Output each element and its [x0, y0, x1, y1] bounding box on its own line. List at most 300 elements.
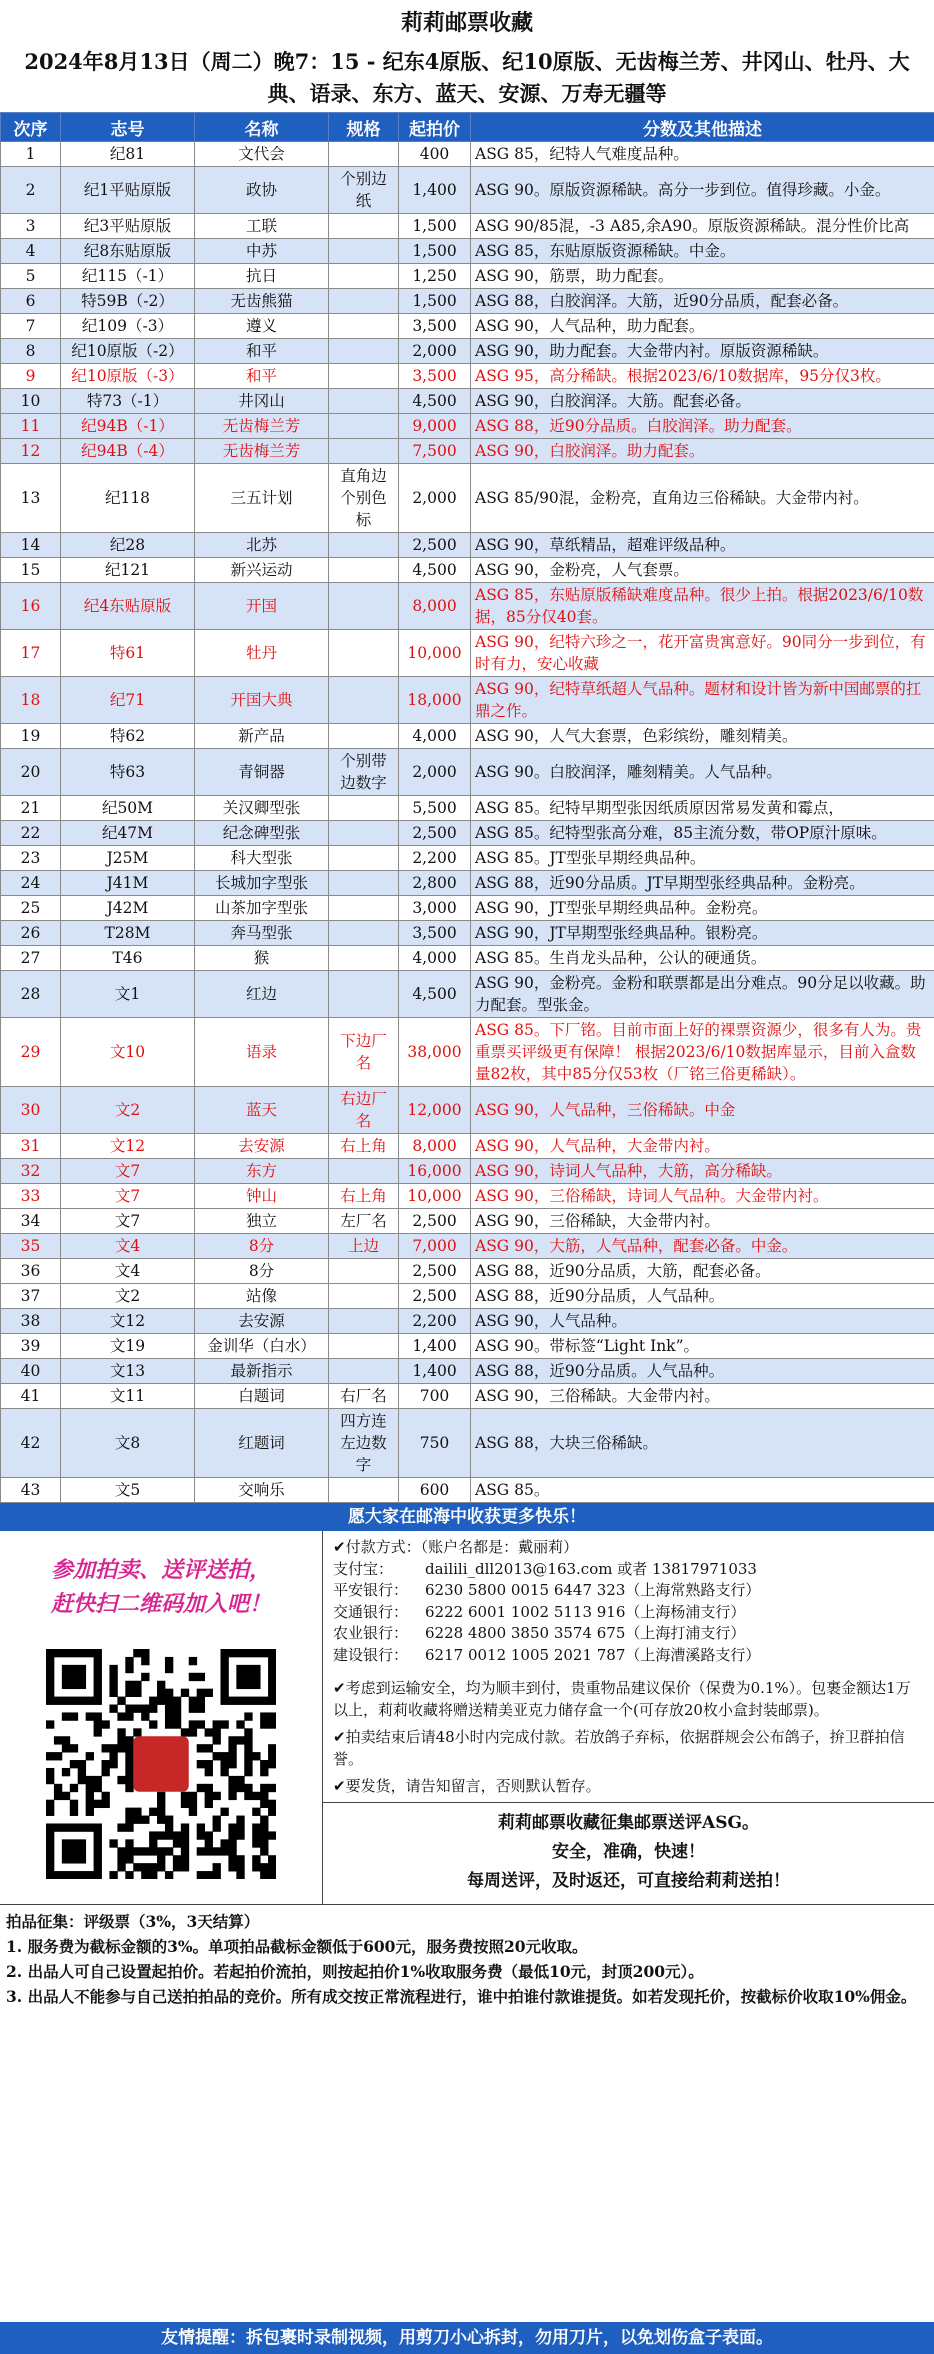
stamp-spec	[329, 896, 399, 921]
stamp-code: 文10	[61, 1018, 195, 1087]
table-row	[1, 1478, 934, 1503]
stamp-code: 纪50M	[61, 796, 195, 821]
stamp-code: 文7	[61, 1184, 195, 1209]
start-price: 2,200	[399, 846, 471, 871]
lot-description: ASG 90，金粉亮。金粉和联票都是出分难点。90分足以收藏。助力配套。型张金。	[471, 971, 934, 1018]
lot-number: 9	[1, 364, 61, 389]
payment-value: dailili_dll2013@163.com 或者 13817971033	[425, 1559, 757, 1578]
stamp-code: 文12	[61, 1309, 195, 1334]
stamp-name: 8分	[195, 1234, 329, 1259]
payment-label: 农业银行：	[333, 1624, 409, 1642]
stamp-spec	[329, 1284, 399, 1309]
lot-number: 16	[1, 583, 61, 630]
lot-description: ASG 88，近90分品质。人气品种。	[471, 1359, 934, 1384]
stamp-name: 东方	[195, 1159, 329, 1184]
start-price: 1,500	[399, 239, 471, 264]
lot-number: 23	[1, 846, 61, 871]
stamp-spec	[329, 533, 399, 558]
start-price: 10,000	[399, 1184, 471, 1209]
stamp-name: 抗日	[195, 264, 329, 289]
stamp-spec	[329, 239, 399, 264]
lot-number: 6	[1, 289, 61, 314]
payment-value: 6217 0012 1005 2021 787（上海漕溪路支行）	[425, 1645, 761, 1664]
stamp-code: 文8	[61, 1409, 195, 1478]
start-price: 1,250	[399, 264, 471, 289]
stamp-spec	[329, 414, 399, 439]
stamp-spec	[329, 846, 399, 871]
stamp-code: 纪115（-1）	[61, 264, 195, 289]
stamp-name: 猴	[195, 946, 329, 971]
lot-number: 31	[1, 1134, 61, 1159]
table-row	[1, 1134, 934, 1159]
lot-description: ASG 95，高分稀缺。根据2023/6/10数据库，95分仅3枚。	[471, 364, 934, 389]
stamp-spec	[329, 289, 399, 314]
table-row	[1, 439, 934, 464]
payment-row	[333, 1602, 924, 1624]
stamp-spec	[329, 871, 399, 896]
lot-number: 33	[1, 1184, 61, 1209]
start-price: 4,500	[399, 971, 471, 1018]
stamp-code: 文7	[61, 1159, 195, 1184]
table-row	[1, 946, 934, 971]
lot-description: ASG 88，近90分品质。白胶润泽。助力配套。	[471, 414, 934, 439]
start-price: 3,500	[399, 314, 471, 339]
lot-number: 8	[1, 339, 61, 364]
lot-number: 19	[1, 724, 61, 749]
start-price: 3,000	[399, 896, 471, 921]
start-price: 4,000	[399, 946, 471, 971]
stamp-spec	[329, 1478, 399, 1503]
lot-number: 4	[1, 239, 61, 264]
stamp-code: T46	[61, 946, 195, 971]
stamp-spec	[329, 558, 399, 583]
lot-description: ASG 88，大块三俗稀缺。	[471, 1409, 934, 1478]
table-row	[1, 289, 934, 314]
col-header-spec: 规格	[329, 113, 399, 142]
table-row	[1, 464, 934, 533]
stamp-code: 纪10原版（-2）	[61, 339, 195, 364]
lot-number: 34	[1, 1209, 61, 1234]
stamp-name: 政协	[195, 167, 329, 214]
promo-line-1: 参加拍卖、送评送拍，	[50, 1557, 271, 1583]
lot-description: ASG 90/85混，-3 A85,余A90。原版资源稀缺。混分性价比高	[471, 214, 934, 239]
lot-number: 21	[1, 796, 61, 821]
stamp-spec: 上边	[329, 1234, 399, 1259]
stamp-name: 工联	[195, 214, 329, 239]
table-row	[1, 1409, 934, 1478]
table-row	[1, 1309, 934, 1334]
payment-row	[333, 1623, 924, 1645]
lot-description: ASG 88，近90分品质，人气品种。	[471, 1284, 934, 1309]
stamp-name: 文代会	[195, 142, 329, 167]
start-price: 5,500	[399, 796, 471, 821]
table-row	[1, 896, 934, 921]
lot-description: ASG 90，筋票，助力配套。	[471, 264, 934, 289]
stamp-code: 文2	[61, 1087, 195, 1134]
lot-number: 22	[1, 821, 61, 846]
start-price: 7,500	[399, 439, 471, 464]
stamp-name: 钟山	[195, 1184, 329, 1209]
lot-number: 15	[1, 558, 61, 583]
start-price: 8,000	[399, 583, 471, 630]
stamp-spec	[329, 1159, 399, 1184]
lot-number: 2	[1, 167, 61, 214]
start-price: 1,400	[399, 1359, 471, 1384]
table-row	[1, 1184, 934, 1209]
page-title: 莉莉邮票收藏	[400, 10, 533, 36]
stamp-spec	[329, 364, 399, 389]
start-price: 2,500	[399, 533, 471, 558]
start-price: 2,000	[399, 464, 471, 533]
lot-number: 11	[1, 414, 61, 439]
stamp-spec: 左厂名	[329, 1209, 399, 1234]
stamp-name: 关汉卿型张	[195, 796, 329, 821]
stamp-spec	[329, 314, 399, 339]
lot-description: ASG 90，人气大套票，色彩缤纷，雕刻精美。	[471, 724, 934, 749]
bottom-banner: 友情提醒：拆包裹时录制视频，用剪刀小心拆封，勿用刀片，以免划伤盒子表面。	[0, 2322, 934, 2354]
table-header-row	[1, 113, 934, 142]
start-price: 3,500	[399, 364, 471, 389]
lot-description: ASG 90，白胶润泽。大筋。配套必备。	[471, 389, 934, 414]
stamp-name: 和平	[195, 364, 329, 389]
stamp-code: 特61	[61, 630, 195, 677]
payment-row	[333, 1645, 924, 1667]
start-price: 400	[399, 142, 471, 167]
stamp-spec	[329, 1309, 399, 1334]
payment-label: 交通银行：	[333, 1602, 409, 1621]
stamp-spec	[329, 389, 399, 414]
lot-number: 28	[1, 971, 61, 1018]
stamp-name: 三五计划	[195, 464, 329, 533]
payment-row	[333, 1580, 924, 1602]
lot-description: ASG 88，近90分品质。JT早期型张经典品种。金粉亮。	[471, 871, 934, 896]
lot-number: 14	[1, 533, 61, 558]
start-price: 2,000	[399, 339, 471, 364]
lot-description: ASG 90，人气品种，助力配套。	[471, 314, 934, 339]
stamp-code: 文19	[61, 1334, 195, 1359]
stamp-code: 纪10原版（-3）	[61, 364, 195, 389]
stamp-spec	[329, 796, 399, 821]
start-price: 38,000	[399, 1018, 471, 1087]
sign-line-2: 安全，准确，快速！	[552, 1841, 705, 1862]
stamp-name: 遵义	[195, 314, 329, 339]
lot-number: 36	[1, 1259, 61, 1284]
lot-number: 40	[1, 1359, 61, 1384]
start-price: 9,000	[399, 414, 471, 439]
table-row	[1, 142, 934, 167]
start-price: 1,500	[399, 214, 471, 239]
lot-description: ASG 90，人气品种。	[471, 1309, 934, 1334]
col-header-price: 起拍价	[399, 113, 471, 142]
stamp-spec: 个别边纸	[329, 167, 399, 214]
table-row	[1, 339, 934, 364]
table-row	[1, 583, 934, 630]
stamp-name: 北苏	[195, 533, 329, 558]
start-price: 12,000	[399, 1087, 471, 1134]
start-price: 10,000	[399, 630, 471, 677]
stamp-code: 纪118	[61, 464, 195, 533]
stamp-code: 特73（-1）	[61, 389, 195, 414]
lot-number: 10	[1, 389, 61, 414]
stamp-spec	[329, 142, 399, 167]
mid-banner: 愿大家在邮海中收获更多快乐！	[0, 1503, 934, 1531]
lot-number: 26	[1, 921, 61, 946]
lot-description: ASG 85/90混，金粉亮，直角边三俗稀缺。大金带内衬。	[471, 464, 934, 533]
stamp-name: 长城加字型张	[195, 871, 329, 896]
table-row	[1, 1234, 934, 1259]
qr-code-image[interactable]	[46, 1649, 276, 1879]
stamp-code: J42M	[61, 896, 195, 921]
table-row	[1, 1018, 934, 1087]
stamp-name: 白题词	[195, 1384, 329, 1409]
start-price: 4,000	[399, 724, 471, 749]
lot-description: ASG 88，白胶润泽。大筋，近90分品质，配套必备。	[471, 289, 934, 314]
stamp-spec	[329, 583, 399, 630]
rule-line: 3. 出品人不能参与自己送拍拍品的竞价。所有成交按正常流程进行，谁中拍谁付款谁提货。如若发现托价，按截标价收取10%佣金。	[6, 1986, 917, 2006]
lot-description: ASG 90，三俗稀缺，大金带内衬。	[471, 1209, 934, 1234]
lot-number: 43	[1, 1478, 61, 1503]
stamp-spec	[329, 946, 399, 971]
lot-description: ASG 90，JT早期型张经典品种。银粉亮。	[471, 921, 934, 946]
stamp-name: 中苏	[195, 239, 329, 264]
table-row	[1, 1384, 934, 1409]
stamp-name: 新兴运动	[195, 558, 329, 583]
stamp-spec	[329, 214, 399, 239]
shipping-notes	[323, 1678, 934, 1802]
rule-line: 1. 服务费为截标金额的3%。单项拍品截标金额低于600元，服务费按照20元收取。	[6, 1936, 588, 1956]
stamp-name: 山茶加字型张	[195, 896, 329, 921]
table-row	[1, 1284, 934, 1309]
stamp-spec: 四方连左边数字	[329, 1409, 399, 1478]
col-header-order: 次序	[1, 113, 61, 142]
table-row	[1, 264, 934, 289]
stamp-spec	[329, 724, 399, 749]
stamp-code: 纪71	[61, 677, 195, 724]
lot-number: 41	[1, 1384, 61, 1409]
note-payment-deadline: ✔拍卖结束后请48小时内完成付款。若放鸽子弃标，依据群规会公布鸽子，拚卫群拍信誉。	[333, 1728, 905, 1768]
lot-description: ASG 90，JT型张早期经典品种。金粉亮。	[471, 896, 934, 921]
lot-description: ASG 90，大筋，人气品种，配套必备。中金。	[471, 1234, 934, 1259]
table-row	[1, 533, 934, 558]
table-row	[1, 846, 934, 871]
lot-description: ASG 85，东贴原版资源稀缺。中金。	[471, 239, 934, 264]
start-price: 700	[399, 1384, 471, 1409]
stamp-name: 蓝天	[195, 1087, 329, 1134]
stamp-name: 开国	[195, 583, 329, 630]
table-row	[1, 630, 934, 677]
start-price: 16,000	[399, 1159, 471, 1184]
stamp-spec	[329, 921, 399, 946]
payment-label: 支付宝：	[333, 1559, 394, 1578]
start-price: 2,500	[399, 1284, 471, 1309]
start-price: 7,000	[399, 1234, 471, 1259]
stamp-code: 纪4东贴原版	[61, 583, 195, 630]
payment-value: 6222 6001 1002 5113 916（上海杨浦支行）	[425, 1602, 746, 1621]
lot-description: ASG 90，三俗稀缺。大金带内衬。	[471, 1384, 934, 1409]
start-price: 1,500	[399, 289, 471, 314]
payment-methods	[323, 1531, 934, 1672]
start-price: 18,000	[399, 677, 471, 724]
lot-number: 37	[1, 1284, 61, 1309]
stamp-code: 纪81	[61, 142, 195, 167]
lot-number: 30	[1, 1087, 61, 1134]
lot-description: ASG 85。纪特型张高分难，85主流分数，带OP原汁原味。	[471, 821, 934, 846]
stamp-name: 无齿梅兰芳	[195, 414, 329, 439]
stamp-spec: 右厂名	[329, 1384, 399, 1409]
lot-number: 5	[1, 264, 61, 289]
stamp-name: 独立	[195, 1209, 329, 1234]
table-row	[1, 414, 934, 439]
col-header-code: 志号	[61, 113, 195, 142]
start-price: 8,000	[399, 1134, 471, 1159]
table-row	[1, 558, 934, 583]
lot-number: 29	[1, 1018, 61, 1087]
info-section	[0, 1531, 934, 1905]
stamp-name: 无齿熊猫	[195, 289, 329, 314]
lot-description: ASG 90，三俗稀缺，诗词人气品种。大金带内衬。	[471, 1184, 934, 1209]
stamp-spec: 右上角	[329, 1184, 399, 1209]
stamp-code: 文2	[61, 1284, 195, 1309]
stamp-code: 纪28	[61, 533, 195, 558]
stamp-spec: 直角边个别色标	[329, 464, 399, 533]
stamp-name: 去安源	[195, 1309, 329, 1334]
stamp-name: 新产品	[195, 724, 329, 749]
start-price: 3,500	[399, 921, 471, 946]
col-header-name: 名称	[195, 113, 329, 142]
stamp-name: 青铜器	[195, 749, 329, 796]
lot-description: ASG 85。纪特早期型张因纸质原因常易发黄和霉点，	[471, 796, 934, 821]
stamp-code: J25M	[61, 846, 195, 871]
lot-description: ASG 90，人气品种，三俗稀缺。中金	[471, 1087, 934, 1134]
stamp-code: 文4	[61, 1259, 195, 1284]
col-header-desc: 分数及其他描述	[471, 113, 934, 142]
start-price: 1,400	[399, 1334, 471, 1359]
stamp-code: 文13	[61, 1359, 195, 1384]
stamp-spec: 下边厂名	[329, 1018, 399, 1087]
lot-number: 24	[1, 871, 61, 896]
stamp-name: 语录	[195, 1018, 329, 1087]
lot-number: 42	[1, 1409, 61, 1478]
start-price: 2,200	[399, 1309, 471, 1334]
stamp-code: 纪121	[61, 558, 195, 583]
promo-text	[0, 1553, 322, 1621]
lot-description: ASG 85。生肖龙头品种，公认的硬通货。	[471, 946, 934, 971]
sign-line-3: 每周送评，及时返还，可直接给莉莉送拍！	[467, 1870, 790, 1891]
qr-code-svg	[46, 1649, 276, 1879]
start-price: 2,800	[399, 871, 471, 896]
note-delivery: ✔要发货，请告知留言，否则默认暂存。	[333, 1777, 601, 1795]
stamp-name: 无齿梅兰芳	[195, 439, 329, 464]
lot-description: ASG 90，诗词人气品种，大筋，高分稀缺。	[471, 1159, 934, 1184]
stamp-name: 科大型张	[195, 846, 329, 871]
payment-column	[323, 1531, 934, 1904]
lots-table	[0, 112, 934, 1503]
stamp-spec	[329, 439, 399, 464]
stamp-code: 文4	[61, 1234, 195, 1259]
payment-value: 6230 5800 0015 6447 323（上海常熟路支行）	[425, 1581, 761, 1599]
lot-description: ASG 90，助力配套。大金带内衬。原版资源稀缺。	[471, 339, 934, 364]
stamp-code: 文7	[61, 1209, 195, 1234]
payment-label: 平安银行：	[333, 1581, 409, 1599]
lot-number: 7	[1, 314, 61, 339]
payment-header: ✔付款方式：（账户名都是：戴丽莉）	[333, 1538, 579, 1556]
stamp-code: 纪47M	[61, 821, 195, 846]
start-price: 4,500	[399, 558, 471, 583]
stamp-code: 特63	[61, 749, 195, 796]
lot-description: ASG 90。白胶润泽，雕刻精美。人气品种。	[471, 749, 934, 796]
stamp-name: 红题词	[195, 1409, 329, 1478]
stamp-code: 纪3平贴原版	[61, 214, 195, 239]
stamp-code: J41M	[61, 871, 195, 896]
table-row	[1, 167, 934, 214]
stamp-name: 井冈山	[195, 389, 329, 414]
stamp-spec	[329, 1259, 399, 1284]
start-price: 750	[399, 1409, 471, 1478]
stamp-code: 文11	[61, 1384, 195, 1409]
lot-number: 35	[1, 1234, 61, 1259]
lot-number: 3	[1, 214, 61, 239]
stamp-code: T28M	[61, 921, 195, 946]
payment-value: 6228 4800 3850 3574 675（上海打浦支行）	[425, 1624, 746, 1642]
note-shipping: ✔考虑到运输安全，均为顺丰到付，贵重物品建议保价（保费为0.1%）。包裹金额达1万以上，莉莉收藏将赠送精美亚克力储存盒一个(可存放20枚小盒封装邮票)。	[333, 1679, 911, 1719]
lot-number: 25	[1, 896, 61, 921]
stamp-code: 特59B（-2）	[61, 289, 195, 314]
table-row	[1, 871, 934, 896]
lot-number: 38	[1, 1309, 61, 1334]
stamp-name: 牡丹	[195, 630, 329, 677]
stamp-name: 红边	[195, 971, 329, 1018]
payment-label: 建设银行：	[333, 1645, 409, 1664]
start-price: 600	[399, 1478, 471, 1503]
stamp-spec	[329, 677, 399, 724]
stamp-spec	[329, 1334, 399, 1359]
stamp-code: 纪94B（-4）	[61, 439, 195, 464]
stamp-name: 奔马型张	[195, 921, 329, 946]
table-row	[1, 389, 934, 414]
table-row	[1, 1209, 934, 1234]
consignment-rules	[0, 1905, 934, 2013]
table-row	[1, 921, 934, 946]
table-row	[1, 1359, 934, 1384]
stamp-code: 纪8东贴原版	[61, 239, 195, 264]
stamp-code: 纪109（-3）	[61, 314, 195, 339]
start-price: 2,500	[399, 1209, 471, 1234]
stamp-name: 交响乐	[195, 1478, 329, 1503]
lot-description: ASG 90，纪特六珍之一，花开富贵寓意好。90同分一步到位，有时有力，安心收藏	[471, 630, 934, 677]
lot-number: 17	[1, 630, 61, 677]
lot-number: 12	[1, 439, 61, 464]
stamp-spec	[329, 264, 399, 289]
lot-description: ASG 88，近90分品质，大筋，配套必备。	[471, 1259, 934, 1284]
start-price: 4,500	[399, 389, 471, 414]
stamp-code: 文12	[61, 1134, 195, 1159]
lot-number: 13	[1, 464, 61, 533]
stamp-spec	[329, 821, 399, 846]
lot-description: ASG 90，金粉亮，人气套票。	[471, 558, 934, 583]
table-row	[1, 821, 934, 846]
lot-description: ASG 90。带标签“Light Ink”。	[471, 1334, 934, 1359]
table-row	[1, 1087, 934, 1134]
table-row	[1, 364, 934, 389]
stamp-spec: 右上角	[329, 1134, 399, 1159]
table-row	[1, 214, 934, 239]
stamp-code: 纪1平贴原版	[61, 167, 195, 214]
stamp-name: 金训华（白水）	[195, 1334, 329, 1359]
stamp-name: 8分	[195, 1259, 329, 1284]
lot-number: 20	[1, 749, 61, 796]
stamp-name: 去安源	[195, 1134, 329, 1159]
lot-description: ASG 90，人气品种，大金带内衬。	[471, 1134, 934, 1159]
